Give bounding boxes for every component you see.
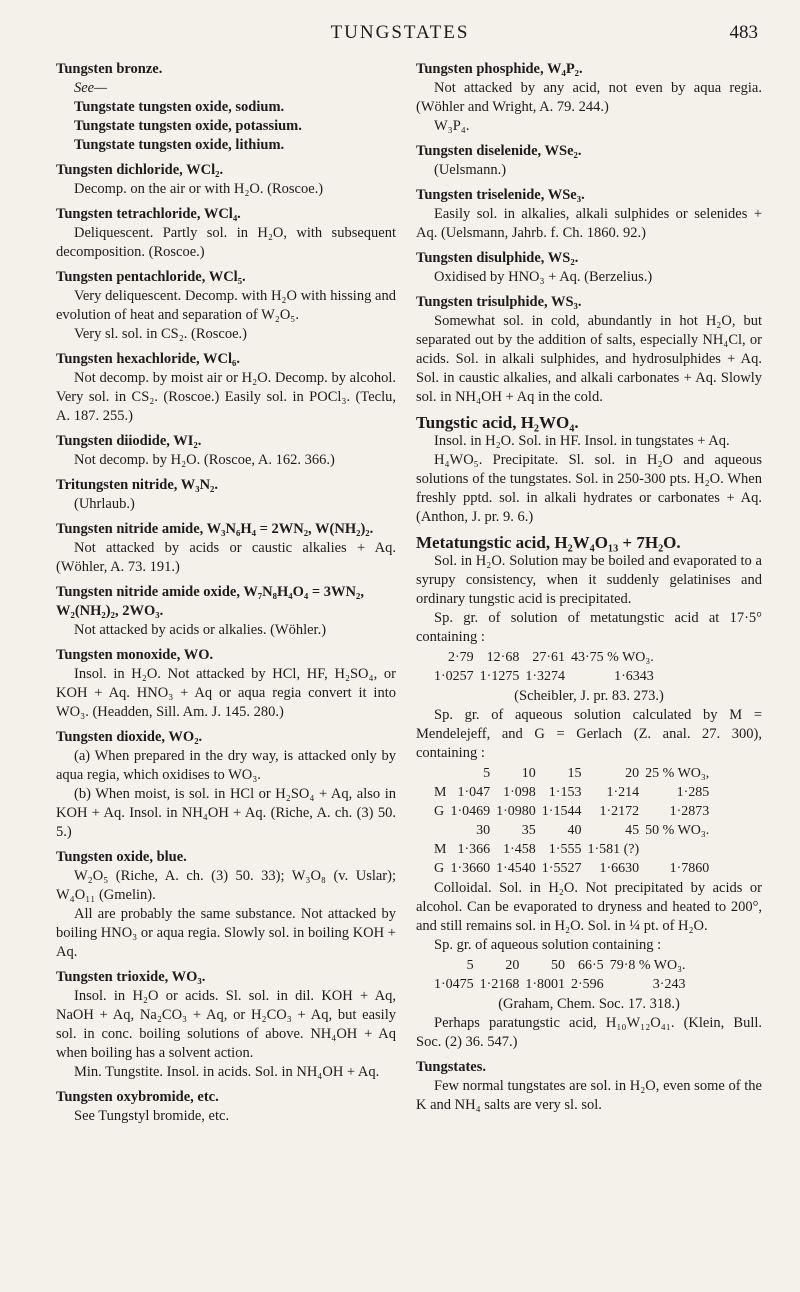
entry-text: Decomp. on the air or with H₂O. (Roscoe.) [74,181,324,197]
entry-heading: Tungsten triselenide, WSe₃. [416,187,585,203]
table-cell: 12·68 [486,650,520,665]
table-cell: 25 % WO₃, [645,766,710,781]
entry-heading: Tritungsten nitride, W₃N₂. [56,477,219,493]
table-cell: 79·8 % WO₃. [609,958,686,973]
table-cell: 50 [551,958,566,973]
table-cell: 1·3274 [525,669,566,684]
table-cell: 1·098 [503,785,536,800]
page-number: 483 [729,22,758,43]
table-cell: 1·3660 [450,861,491,876]
entry-heading: Tungsten bronze. [56,61,163,77]
entry-heading: Tungsten pentachloride, WCl₅. [56,269,246,285]
table-cell: 1·366 [457,842,491,857]
entry [56,646,396,722]
entry-text: (Uelsmann.) [434,162,507,178]
entry [416,142,762,180]
cross-ref: Tungstate tungsten oxide, potassium. [74,118,302,134]
table-row [434,764,715,783]
entry-heading: Tungsten phosphide, W₄P₂. [416,61,583,77]
entry-heading: Tungstic acid, H₂WO₄. [416,413,579,432]
table-row [434,821,715,840]
table-cell [434,764,450,783]
table-cell: 30 [476,823,491,838]
entry-text: W₂O₅ (Riche, A. ch. (3) 50. 33); W₃O₈ (v. Uslar); W₄O₁₁ (Gmelin). [56,868,396,903]
entry [56,583,396,640]
table-cell: 1·555 [548,842,582,857]
table-cell: 10 [521,766,536,781]
table-cell: 1·1275 [479,669,520,684]
entry [416,533,762,1052]
entry-text: Perhaps paratungstic acid, H₁₀W₁₂O₄₁. (Klein, Bull. Soc. (2) 36. 547.) [416,1015,762,1050]
table-cell: 1·153 [548,785,582,800]
entry [416,186,762,243]
table-row [434,975,691,994]
table-cell: 1·0257 [434,669,474,684]
table-row [434,956,691,975]
entry-heading: Tungsten oxybromide, etc. [56,1089,219,1105]
table-cell: 1·458 [503,842,536,857]
running-title: TUNGSTATES [330,22,470,43]
entry [56,432,396,470]
entry-text: Very deliquescent. Decomp. with H₂O with hissing and evolution of heat and separation of W₂O₅. [56,288,396,323]
entry-heading: Tungsten monoxide, WO. [56,647,214,663]
table-cell: 1·2168 [479,977,520,992]
table-cell: 66·5 [578,958,604,973]
table-cell: 1·1544 [541,804,582,819]
table-cell: 15 [567,766,582,781]
right-column [416,60,762,1121]
entry-text: Sol. in H₂O. Solution may be boiled and evaporated to a syrupy consistency, when it suddenly gelatinises and ordinary tungstic acid is precipitated. [416,553,762,607]
table-cell: 20 [625,766,640,781]
entry-heading: Tungsten diiodide, WI₂. [56,433,202,449]
entry-heading: Tungsten oxide, blue. [56,849,187,865]
table-cell: 43·75 % WO₃. [571,650,654,665]
sp-gr-table-3 [434,956,691,994]
table-row [434,648,660,667]
entry-heading: Tungsten trisulphide, WS₃. [416,294,582,310]
table-cell: 1·2873 [669,804,710,819]
sp-gr-table-2 [434,764,715,878]
table-cell: 1·047 [457,785,491,800]
entry-text: Somewhat sol. in cold, abundantly in hot H₂O, but separated out by the addition of salts, especially NH₄Cl, or acids. Sol. in alkali sulphides, and hydrosulphides + Aq. Sol. in caustic alkalies, and alkali carbonates + Aq. Slowly sol. in NH₄OH + Aq in the cold. [416,313,762,405]
entry-text: All are probably the same substance. Not attacked by boiling HNO₃ or aqua regia. Slowly sol. in boiling KOH + Aq. [56,906,396,960]
table-cell [645,840,715,859]
table-cell: M [434,785,447,800]
table-cell: G [434,804,445,819]
entry [56,350,396,426]
entry-heading: Metatungstic acid, H₂W₄O₁₃ + 7H₂O. [416,533,681,552]
table-cell: 2·79 [448,650,474,665]
entry-text: Not decomp. by H₂O. (Roscoe, A. 162. 366.) [74,452,335,468]
table-cell: M [434,842,447,857]
table-row [434,667,660,686]
entry [56,848,396,962]
entry-text: Easily sol. in alkalies, alkali sulphides or selenides + Aq. (Uelsmann, Jahrb. f. Ch. 1860. 92.) [416,206,762,241]
entry-text: Insol. in H₂O or acids. Sl. sol. in dil. KOH + Aq, NaOH + Aq, Na₂CO₃ + Aq, or H₂CO₃ + Aq, but easily sol. in conc. boiling solutions of above. NH₄OH + Aq when boiling has a solvent action. [56,988,396,1061]
table-cell: 1·0980 [496,804,536,819]
table-cell: 3·243 [652,977,686,992]
entry-text: See Tungstyl bromide, etc. [74,1108,230,1124]
table-cell: 40 [567,823,582,838]
table-cell: 20 [505,958,520,973]
entry-heading: Tungsten dioxide, WO₂. [56,729,203,745]
table-row [434,783,715,802]
entry [56,1088,396,1126]
entry-text: Sp. gr. of solution of metatungstic acid at 17·5° containing : [416,610,762,645]
table-cell: 1·8001 [525,977,566,992]
entry [56,268,396,344]
page-header [0,22,800,46]
table-cell: 5 [466,958,474,973]
table-cell: 35 [521,823,536,838]
entry-heading: Tungsten nitride amide, W₃N₆H₄ = 2WN₂, W(NH₂)₂. [56,521,374,537]
entry-text: (b) When moist, is sol. in HCl or H₂SO₄ + Aq, also in KOH + Aq. Insol. in NH₄OH + Aq. (Riche, A. ch. (3) 50. 5.) [56,786,396,840]
entry [56,476,396,514]
entry [416,60,762,136]
left-column [56,60,396,1132]
entry-text: Very sl. sol. in CS₂. (Roscoe.) [74,326,248,342]
table-cell: 1·2172 [599,804,640,819]
entry [56,728,396,842]
citation: (Graham, Chem. Soc. 17. 318.) [498,996,680,1012]
entry [56,520,396,577]
entry-heading: Tungsten dichloride, WCl₂. [56,162,224,178]
entry-text: Few normal tungstates are sol. in H₂O, even some of the K and NH₄ salts are very sl. sol. [416,1078,762,1113]
table-row [434,840,715,859]
formula-line: W₃P₄. [434,118,470,134]
table-cell [434,821,450,840]
table-cell: 50 % WO₃. [645,823,710,838]
table-cell: 1·0469 [450,804,491,819]
table-cell: 1·214 [606,785,640,800]
entry-text: Not attacked by acids or caustic alkalies + Aq. (Wöhler, A. 73. 191.) [56,540,396,575]
citation: (Scheibler, J. pr. 83. 273.) [514,688,664,704]
table-cell: 5 [483,766,491,781]
table-cell: 45 [625,823,640,838]
entry-text: Sp. gr. of aqueous solution containing : [434,937,662,953]
table-cell: 27·61 [532,650,566,665]
table-cell: 1·285 [676,785,710,800]
table-row [434,859,715,878]
entry [416,1058,762,1115]
entry [56,205,396,262]
table-cell: 1·6630 [599,861,640,876]
cross-ref: Tungstate tungsten oxide, sodium. [74,99,285,115]
entry-text: Not attacked by acids or alkalies. (Wöhler.) [74,622,327,638]
entry [56,161,396,199]
entry [416,413,762,527]
table-cell: 1·581 (?) [587,842,640,857]
entry [56,968,396,1082]
entry-text: Not attacked by any acid, not even by aqua regia. (Wöhler and Wright, A. 79. 244.) [416,80,762,115]
entry-heading: Tungsten nitride amide oxide, W₇N₈H₄O₄ = 3WN₂, W₂(NH₂)₂, 2WO₃. [56,584,364,619]
entry-text: Oxidised by HNO₃ + Aq. (Berzelius.) [434,269,653,285]
entry-text: H₄WO₅. Precipitate. Sl. sol. in H₂O and aqueous solutions of the tungstates. Sol. in 250-300 pts. H₂O. When freshly pptd. sol. in alkali hydrates or carbonates + Aq. (Anthon, J. pr. 9. 6.) [416,452,762,525]
entry-heading: Tungsten disulphide, WS₂. [416,250,579,266]
table-cell: G [434,861,445,876]
entry-text: Deliquescent. Partly sol. in H₂O, with subsequent decomposition. (Roscoe.) [56,225,396,260]
entry-heading: Tungsten diselenide, WSe₂. [416,143,582,159]
entry [56,60,396,155]
entry-heading: Tungsten tetrachloride, WCl₄. [56,206,241,222]
table-cell: 1·4540 [496,861,536,876]
table-row [434,802,715,821]
entry-text: Min. Tungstite. Insol. in acids. Sol. in NH₄OH + Aq. [74,1064,380,1080]
table-cell: 1·6343 [614,669,654,684]
cross-ref: Tungstate tungsten oxide, lithium. [74,137,285,153]
entry-text: (a) When prepared in the dry way, is attacked only by aqua regia, which oxidises to WO₃. [56,748,396,783]
see-label: See— [74,80,108,96]
table-cell: 2·596 [571,977,604,992]
entry-text: Not decomp. by moist air or H₂O. Decomp. by alcohol. Very sol. in CS₂. (Roscoe.) Easily sol. in POCl₃. (Teclu, A. 187. 255.) [56,370,396,424]
entry [416,293,762,407]
entry-heading: Tungsten hexachloride, WCl₆. [56,351,241,367]
entry-text: Colloidal. Sol. in H₂O. Not precipitated by acids or alcohol. Can be evaporated to dryness and heated to 200°, and still remains sol. in H₂O. Sol. in ¼ pt. of H₂O. [416,880,762,934]
table-cell: 1·0475 [434,977,474,992]
entry-heading: Tungstates. [416,1059,486,1075]
entry-text: Insol. in H₂O. Not attacked by HCl, HF, H₂SO₄, or KOH + Aq. HNO₃ + Aq or aqua regia convert it into WO₃. (Headden, Sill. Am. J. 145. 280.) [56,666,396,720]
entry [416,249,762,287]
entry-heading: Tungsten trioxide, WO₃. [56,969,206,985]
entry-text: (Uhrlaub.) [74,496,135,512]
table-cell: 1·7860 [669,861,710,876]
table-cell: 1·5527 [541,861,582,876]
sp-gr-table-1 [434,648,660,686]
entry-text: Insol. in H₂O. Sol. in HF. Insol. in tungstates + Aq. [434,433,730,449]
entry-text: Sp. gr. of aqueous solution calculated by M = Mendelejeff, and G = Gerlach (Z. anal. 27. 300), containing : [416,707,762,761]
